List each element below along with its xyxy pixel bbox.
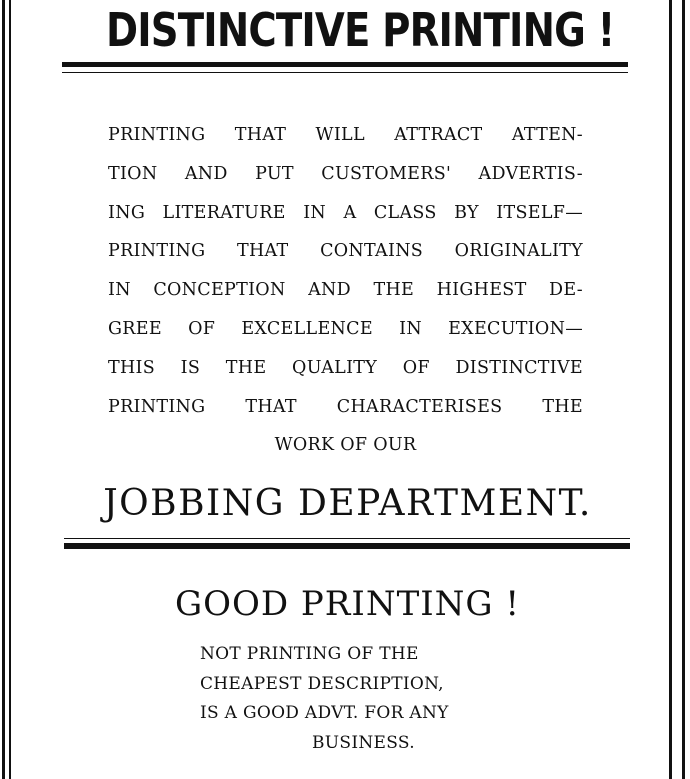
- headline-rule-thick: [62, 62, 628, 67]
- right-border-rule-inner: [669, 0, 672, 779]
- closing-line: BUSINESS.: [312, 732, 415, 753]
- body-copy: [108, 116, 583, 465]
- closing-copy: [200, 640, 500, 758]
- headline: DISTINCTIVE PRINTING !: [106, 3, 615, 57]
- department-rule-thick: [64, 543, 630, 549]
- body-line: GREE OF EXCELLENCE IN EXECUTION—: [108, 318, 583, 339]
- department-title: JOBBING DEPARTMENT.: [103, 483, 592, 524]
- body-line: IN CONCEPTION AND THE HIGHEST DE-: [108, 280, 583, 301]
- left-border-rule-outer: [2, 0, 5, 779]
- body-line: PRINTING THAT WILL ATTRACT ATTEN-: [108, 125, 583, 145]
- subheadline: GOOD PRINTING !: [174, 584, 521, 624]
- body-line: PRINTING THAT CONTAINS ORIGINALITY: [108, 241, 583, 262]
- body-line: PRINTING THAT CHARACTERISES THE: [108, 396, 583, 417]
- body-line: WORK OF OUR: [274, 435, 417, 456]
- closing-line: IS A GOOD ADVT. FOR ANY: [200, 703, 449, 723]
- closing-line: NOT PRINTING OF THE: [200, 644, 419, 664]
- headline-rule-thin: [62, 72, 628, 73]
- body-line: THIS IS THE QUALITY OF DISTINCTIVE: [108, 357, 583, 378]
- left-border-rule-inner: [9, 0, 11, 779]
- closing-line: CHEAPEST DESCRIPTION,: [200, 673, 444, 694]
- department-rule-thin: [64, 538, 630, 539]
- right-border-rule-outer: [682, 0, 685, 779]
- body-line: ING LITERATURE IN A CLASS BY ITSELF—: [108, 202, 583, 223]
- body-line: TION AND PUT CUSTOMERS' ADVERTIS-: [108, 163, 583, 184]
